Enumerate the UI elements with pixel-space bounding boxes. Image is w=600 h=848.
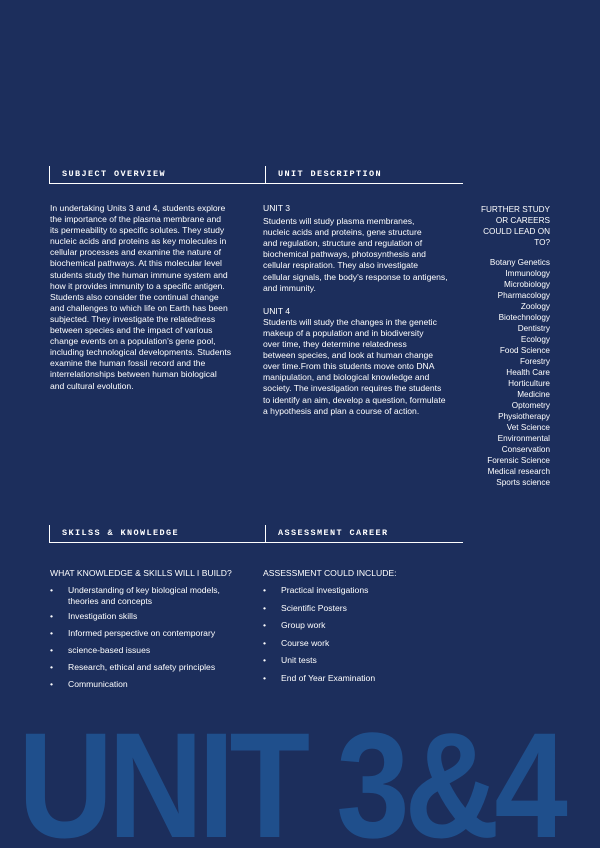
bullet-icon: • [50,628,54,638]
career-item: Dentistry [517,324,550,333]
bullet-icon: • [50,645,54,655]
skills-item-text: science-based issues [68,645,151,655]
career-item: Food Science [499,346,550,355]
career-item: Forestry [519,357,550,366]
unit-description-body [263,203,473,417]
unit-watermark [0,724,600,848]
bullet-icon: • [263,585,267,595]
skills-item-text: Investigation skills [68,611,138,621]
unit3-text: Students will study plasma membranes, nucleic acids and proteins, gene structure and regulation, structure and regulation of biochemical pathways, photosynthesis and cellular respiration. They also investigate cellular signals, the body's response to antigens, and immunity. [263,216,448,293]
bullet-icon: • [263,602,267,613]
career-item: Medicine [517,390,550,399]
career-list [460,257,550,488]
career-item: Environmental [497,434,550,443]
assessment-item-text: Scientific Posters [281,602,347,613]
assessment-item [263,638,473,649]
assessment-item-text: Course work [281,637,330,648]
unit-description-title: UNIT DESCRIPTION [278,169,383,179]
skills-item [50,645,260,656]
skills-item [50,585,260,607]
assessment-header [265,525,463,543]
skills-item-text: Communication [68,679,128,689]
career-item: Conservation [501,445,550,454]
career-item: Vet Science [506,423,550,432]
career-item: Sports science [496,478,550,487]
bullet-icon: • [263,655,267,665]
unit4-text: Students will study the changes in the genetic makeup of a population and in biodiversity over time, they determine relatedness between species, and look at human change over time.From this students move onto DNA manipulation, and biological knowledge and society. The investigation requires the students to identify an aim, develop a question, formulate a hypothesis and plan a course of action. [263,316,446,416]
assessment-item-text: Group work [281,620,326,630]
assessment-question: ASSESSMENT COULD INCLUDE: [263,568,397,578]
career-item: Microbiology [504,280,550,289]
career-item: Pharmacology [497,291,550,300]
assessment-item [263,673,473,684]
further-study-column [460,204,550,488]
assessment-item [263,585,473,596]
career-item: Ecology [520,335,550,344]
assessment-title: ASSESSMENT CAREER [278,528,389,538]
career-item: Biotechnology [498,313,550,322]
skills-item [50,662,260,673]
career-item: Horticulture [508,379,550,388]
assessment-item [263,620,473,631]
unit-watermark-text: UNIT 3&4 [18,724,563,848]
skills-question: WHAT KNOWLEDGE & SKILLS WILL I BUILD? [50,568,232,578]
bullet-icon: • [50,679,54,689]
further-study-heading: FURTHER STUDY OR CAREERS COULD LEAD ON TO? [481,205,550,247]
career-item: Health Care [506,368,550,377]
bullet-icon: • [263,672,267,683]
career-item: Botany Genetics [489,258,550,267]
skills-item [50,628,260,639]
subject-overview-title: SUBJECT OVERVIEW [62,169,167,179]
subject-overview-text: In undertaking Units 3 and 4, students explore the importance of the plasma membrane and its permeability to specific solutes. They study nucleic acids and proteins as key molecules in cellular processes and examine the nature of biochemical pathways. At this molecular level students study the human immune system and how it provides immunity to a specific antigen. Students also consider the continual change and challenges to which life on Earth has been subjected. They investigate the relatedness between species and the impact of various change events on a population's gene pool, including technological developments. Students examine the human fossil record and the interrelationships between human biological and cultural evolution. [50,203,232,391]
career-item: Forensic Science [487,456,550,465]
assessment-item-text: Unit tests [281,655,317,665]
skills-header [49,525,265,543]
assessment-item [263,655,473,666]
subject-overview-header [49,166,265,184]
bullet-icon: • [50,611,54,621]
skills-list [50,585,260,696]
bullet-icon: • [263,637,267,648]
career-item: Zoology [520,302,550,311]
skills-item [50,679,260,690]
career-item: Physiotherapy [498,412,550,421]
career-item: Optometry [511,401,550,410]
skills-item-text: Informed perspective on contemporary [68,628,216,638]
bullet-icon: • [50,662,54,672]
unit4-title: UNIT 4 [263,305,291,316]
bullet-icon: • [263,620,267,630]
career-item: Immunology [505,269,550,278]
skills-title: SKILSS & KNOWLEDGE [62,528,180,538]
unit-description-header [265,166,463,184]
skills-item [50,611,260,622]
skills-item-text: Research, ethical and safety principles [68,662,216,672]
assessment-item [263,603,473,614]
assessment-list [263,585,473,690]
bullet-icon: • [50,585,54,595]
skills-item-text: Understanding of key biological models, theories and concepts [68,585,220,606]
assessment-item-text: Practical investigations [281,585,369,595]
career-item: Medical research [487,467,550,476]
unit3-title: UNIT 3 [263,203,291,213]
assessment-item-text: End of Year Examination [281,672,376,683]
